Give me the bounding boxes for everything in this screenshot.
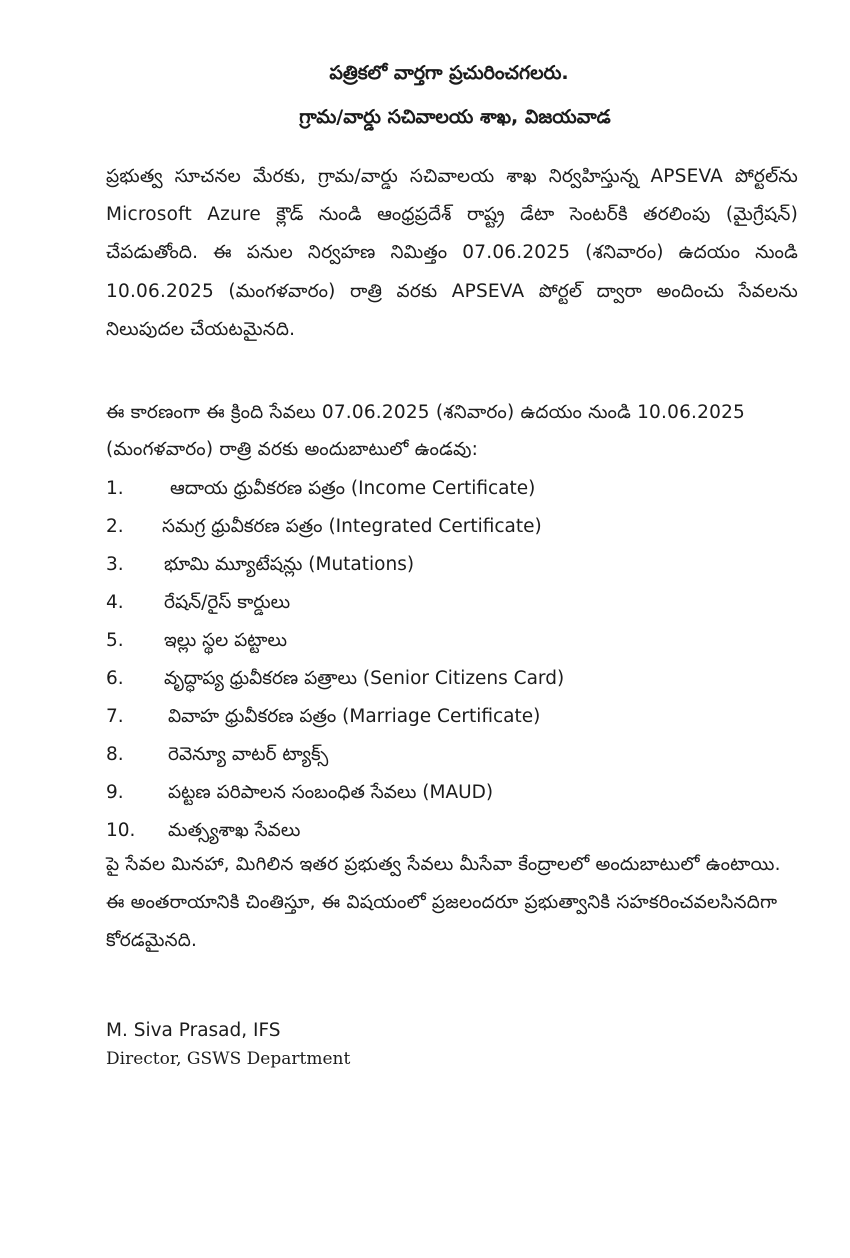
list-item-text: భూమి మ్యూటేషన్లు (Mutations) xyxy=(164,554,415,575)
list-item-text: రేషన్/రైస్ కార్డులు xyxy=(164,592,291,613)
list-item xyxy=(106,622,806,660)
list-item xyxy=(106,546,806,584)
list-item-text: సమగ్ర ధ్రువీకరణ పత్రం (Integrated Certificate) xyxy=(162,516,542,537)
list-item-number: 8. xyxy=(106,744,124,765)
list-item-number: 9. xyxy=(106,782,124,803)
closing-paragraph: పై సేవల మినహా, మిగిలిన ఇతర ప్రభుత్వ సేవలు మీసేవా కేంద్రాలలో అందుబాటులో ఉంటాయి. ఈ అంతరాయానికి చింతిస్తూ, ఈ విషయంలో ప్రజలందరూ ప్రభుత్వానికి సహకరించవలసినదిగా కోరడమైనది. xyxy=(106,854,781,951)
list-item-text: వృద్ధాప్య ధ్రువీకరణ పత్రాలు (Senior Citizens Card) xyxy=(164,668,565,689)
list-item-number: 1. xyxy=(106,478,124,499)
list-item-text: వివాహ ధ్రువీకరణ పత్రం (Marriage Certificate) xyxy=(168,706,541,727)
list-item xyxy=(106,508,806,546)
header-title: పత్రికలో వార్తగా ప్రచురించగలరు. xyxy=(329,62,569,84)
list-item-text: ఇల్లు స్థల పట్టాలు xyxy=(164,630,288,651)
header-subtitle: గ్రామ/వార్డు సచివాలయ శాఖ, విజయవాడ xyxy=(299,106,611,128)
list-item xyxy=(106,736,806,774)
list-item xyxy=(106,584,806,622)
list-item xyxy=(106,470,806,508)
list-item-number: 6. xyxy=(106,668,124,689)
list-item xyxy=(106,774,806,812)
list-item-text: ఆదాయ ధ్రువీకరణ పత్రం (Income Certificate) xyxy=(170,478,536,499)
list-item-number: 3. xyxy=(106,554,124,575)
services-list xyxy=(106,470,806,850)
list-item-number: 4. xyxy=(106,592,124,613)
list-item-text: రెవెన్యూ వాటర్ ట్యాక్స్ xyxy=(168,744,329,765)
list-item-text: పట్టణ పరిపాలన సంబంధిత సేవలు (MAUD) xyxy=(168,782,494,803)
list-item-number: 10. xyxy=(106,820,136,841)
signatory-title: Director, GSWS Department xyxy=(106,1049,351,1069)
list-item-number: 7. xyxy=(106,706,124,727)
list-item-number: 2. xyxy=(106,516,124,537)
signatory-name: M. Siva Prasad, IFS xyxy=(106,1020,281,1041)
list-item xyxy=(106,698,806,736)
list-item-number: 5. xyxy=(106,630,124,651)
list-item xyxy=(106,660,806,698)
list-item-text: మత్స్యశాఖ సేవలు xyxy=(168,820,301,841)
intro-paragraph: ప్రభుత్వ సూచనల మేరకు, గ్రామ/వార్డు సచివాలయ శాఖ నిర్వహిస్తున్న APSEVA పోర్టల్‌ను Microsoft Azure క్లౌడ్ నుండి ఆంధ్రప్రదేశ్ రాష్ట్ర డేటా సెంటర్‌కి తరలింపు (మైగ్రేషన్) చేపడుతోంది. ఈ పనుల నిర్వహణ నిమిత్తం 07.06.2025 (శనివారం) ఉదయం నుండి 10.06.2025 (మంగళవారం) రాత్రి వరకు APSEVA పోర్టల్ ద్వారా అందించు సేవలను నిలుపుదల చేయటమైనది. xyxy=(106,166,798,340)
services-intro-paragraph: ఈ కారణంగా ఈ క్రింది సేవలు 07.06.2025 (శనివారం) ఉదయం నుండి 10.06.2025 (మంగళవారం) రాత్రి వరకు అందుబాటులో ఉండవు: xyxy=(106,402,746,460)
list-item xyxy=(106,812,806,850)
